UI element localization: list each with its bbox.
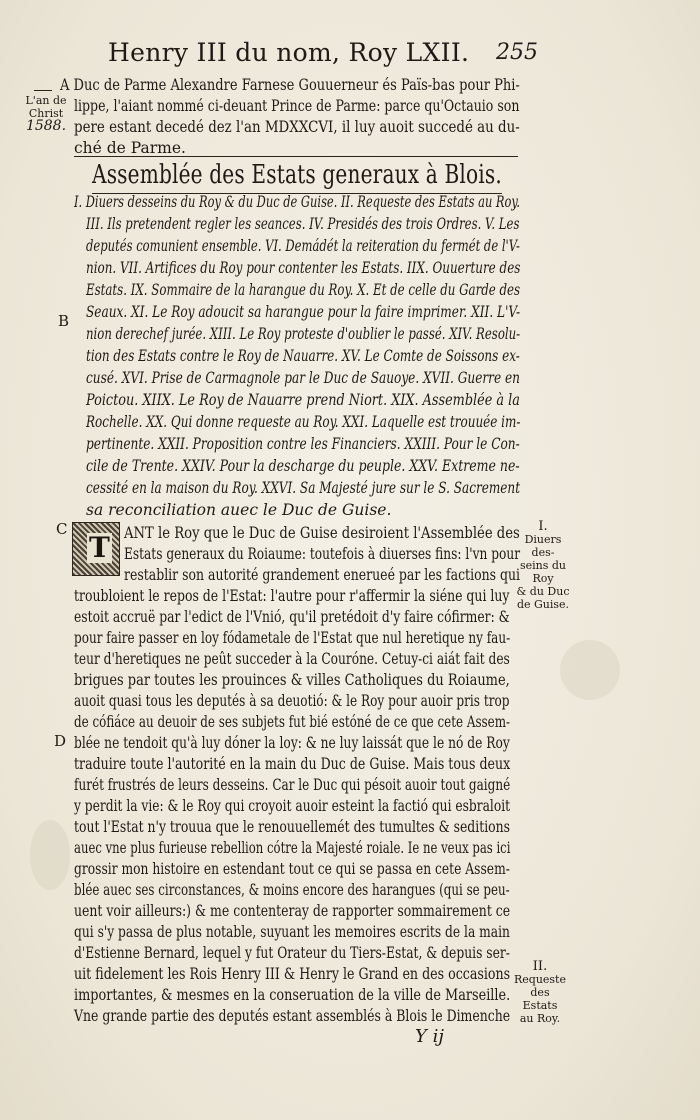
- intro-line: pere estant decedé dez l'an MDXXCVI, il luy auoit succedé au du-: [74, 118, 520, 136]
- margin-note-line: L'an de: [25, 94, 67, 107]
- body-line: furét frustrés de leurs desseins. Car le Duc qui pésoit auoir tout gaigné: [74, 776, 511, 794]
- page-header: [100, 38, 540, 72]
- body-line: teur d'heretiques ne peût succeder à la Couróne. Cetuy-ci aiát fait des: [74, 650, 510, 668]
- margin-note-numeral: I.: [538, 519, 548, 534]
- margin-note-requeste: [512, 960, 568, 1025]
- intro-line: lippe, l'aiant nommé ci-deuant Prince de Parme: parce qu'Octauio son: [74, 97, 520, 115]
- signature-mark: Y ij: [415, 1026, 444, 1047]
- summary-line: Seaux. XI. Le Roy adoucit sa harangue pour la faire imprimer. XII. L'V-: [86, 303, 521, 321]
- summary-line: Poictou. XIIX. Le Roy de Nauarre prend Niort. XIX. Assemblée à la: [86, 391, 520, 409]
- body-line: auoit quasi tous les deputés à sa deuotió: & le Roy pour auoir pris trop: [74, 692, 510, 710]
- margin-note-line: Requeste: [513, 973, 566, 986]
- body-line: Vne grande partie des deputés estant assemblés à Blois le Dimenche: [74, 1007, 511, 1025]
- summary-line: Estats. IX. Sommaire de la harangue du Roy. X. Et de celle du Garde des: [86, 281, 521, 299]
- year-margin-note: [22, 94, 70, 133]
- summary-line: pertinente. XXII. Proposition contre les Financiers. XXIII. Pour le Con-: [86, 435, 520, 453]
- margin-note-numeral: II.: [532, 959, 548, 974]
- decorated-initial: [72, 522, 120, 576]
- section-letter-b: B: [58, 312, 70, 330]
- intro-rule: [34, 90, 52, 91]
- body-line: Estats generaux du Roiaume: toutefois à diuerses fins: l'vn pour: [124, 545, 521, 563]
- margin-note-line: & du Duc: [516, 585, 570, 598]
- body-line: uent voir ailleurs:) & me contenteray de rapporter sommairement ce: [74, 902, 511, 920]
- summary-line: III. Ils pretendent regler les seances. IV. Presidés des trois Ordres. V. Les: [86, 215, 520, 233]
- section-title: Assemblée des Estats generaux à Blois.: [92, 160, 502, 190]
- margin-note-line: de Guise.: [516, 598, 570, 611]
- body-line: auec vne plus furieuse rebellion cótre la Majesté roiale. Ie ne veux pas ici: [74, 839, 511, 857]
- summary-line: nion. VII. Artifices du Roy pour contenter les Estats. IIX. Ouuerture des: [86, 259, 521, 277]
- running-title: Henry III du nom, Roy LXII.: [108, 38, 470, 67]
- body-line: de cófiáce au deuoir de ses subjets fut bié estóné de ce que cete Assem-: [74, 713, 511, 731]
- body-line: pour faire passer en loy fódametale de l'Estat que nul heretique ny fau-: [74, 629, 511, 647]
- summary-line: Rochelle. XX. Qui donne requeste au Roy. XXI. Laquelle est trouuée im-: [86, 413, 521, 431]
- summary-line: tion des Estats contre le Roy de Nauarre. XV. Le Comte de Soissons ex-: [86, 347, 520, 365]
- margin-note-line: au Roy.: [519, 1012, 561, 1025]
- margin-note-line: des Estats: [522, 986, 558, 1012]
- summary-line: I. Diuers desseins du Roy & du Duc de Guise. II. Requeste des Estats au Roy.: [74, 193, 520, 211]
- margin-note-line: Christ: [28, 107, 64, 120]
- body-line: importantes, & mesmes en la conseruation de la ville de Marseille.: [74, 986, 511, 1004]
- paper-stain: [30, 820, 70, 890]
- body-line: d'Estienne Bernard, lequel y fut Orateur du Tiers-Estat, & depuis ser-: [74, 944, 510, 962]
- summary-line: nion derechef jurée. XIII. Le Roy proteste d'oublier le passé. XIV. Resolu-: [86, 325, 521, 343]
- body-line: uit fidelement les Rois Henry III & Henry le Grand en des occasions: [74, 965, 511, 983]
- margin-note-guise: [512, 520, 574, 611]
- body-line: blée auec ses circonstances, & moins encore des harangues (qui se peu-: [74, 881, 510, 899]
- summary-line: cusé. XVI. Prise de Carmagnole par le Duc de Sauoye. XVII. Guerre en: [86, 369, 520, 387]
- page-number: 255: [496, 40, 538, 65]
- body-line: ANT le Roy que le Duc de Guise desiroient l'Assemblée des: [124, 524, 520, 542]
- body-line: qui s'y passa de plus notable, suyuant les memoires escrits de la main: [74, 923, 510, 941]
- body-line: blée ne tendoit qu'à luy dóner la loy: & ne luy laissát que le nó de Roy: [74, 734, 510, 752]
- summary-line: cile de Trente. XXIV. Pour la descharge du peuple. XXV. Extreme ne-: [86, 457, 520, 475]
- body-line: grossir mon histoire en estendant tout ce qui se passa en cete Assem-: [74, 860, 510, 878]
- margin-note-line: Diuers des-: [524, 533, 562, 559]
- section-letter-d: D: [54, 732, 67, 750]
- summary-line: deputés comunient ensemble. VI. Demádét la reiteration du fermét de l'V-: [86, 237, 520, 255]
- margin-note-line: 1588.: [25, 118, 67, 134]
- intro-line: A Duc de Parme Alexandre Farnese Gouuerneur és Païs-bas pour Phi-: [60, 76, 520, 94]
- summary-line: sa reconciliation auec le Duc de Guise.: [86, 501, 392, 519]
- section-letter-c: C: [56, 520, 68, 538]
- body-line: brigues par toutes les prouinces & villes Catholiques du Roiaume,: [74, 671, 510, 689]
- intro-line: ché de Parme.: [74, 139, 186, 157]
- body-line: troubloient le repos de l'Estat: l'autre pour r'affermir la siéne qui luy: [74, 587, 510, 605]
- body-line: tout l'Estat n'y trouua que le renouuellemét des tumultes & seditions: [74, 818, 511, 836]
- body-line: estoit accruë par l'edict de l'Vnió, qu'il pretédoit d'y faire cófirmer: &: [74, 608, 510, 626]
- body-line: traduire toute l'autorité en la main du Duc de Guise. Mais tous deux: [74, 755, 511, 773]
- body-line: restablir son autorité grandement enerueé par les factions qui: [124, 566, 520, 584]
- summary-line: cessité en la maison du Roy. XXVI. Sa Majesté jure sur le S. Sacrement: [86, 479, 521, 497]
- margin-note-line: seins du Roy: [519, 559, 567, 585]
- paper-stain: [560, 640, 620, 700]
- initial-letter: T: [89, 531, 110, 564]
- body-line: y perdit la vie: & le Roy qui croyoit auoir esteint la factió qui esbraloit: [74, 797, 511, 815]
- title-rule-top: [74, 156, 518, 157]
